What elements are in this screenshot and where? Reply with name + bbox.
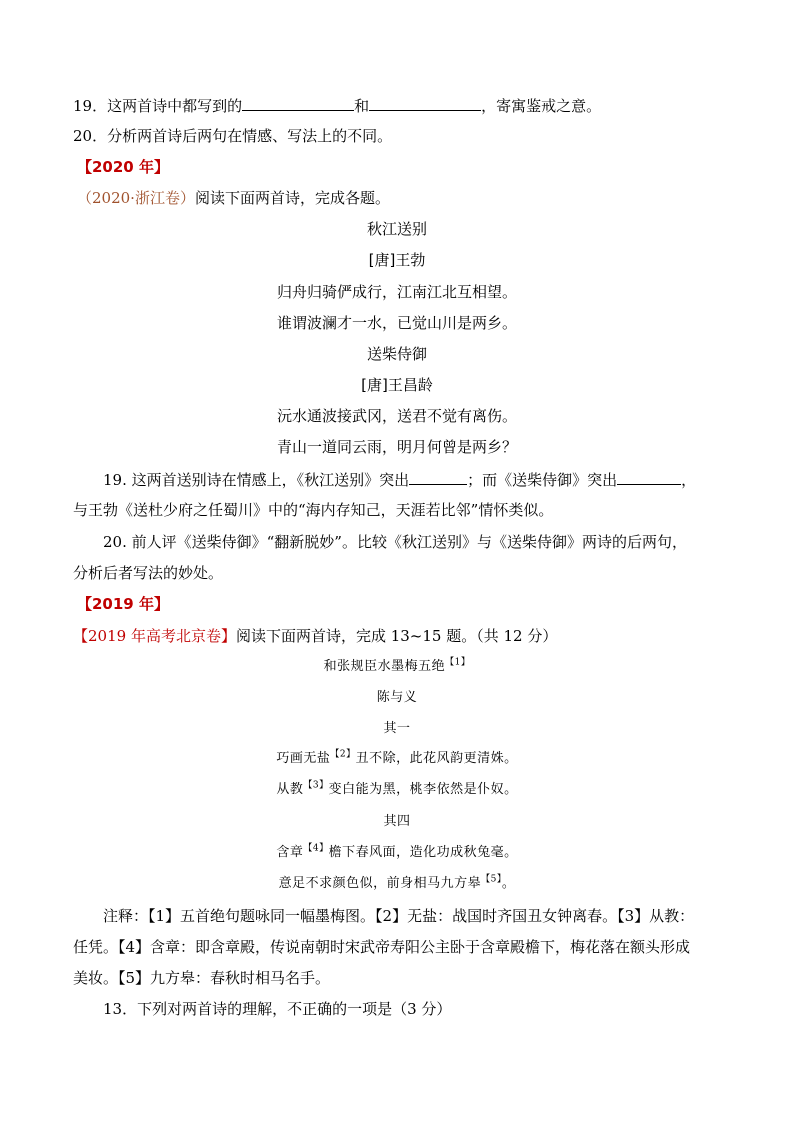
notes-line: 任凭。【4】含章：即含章殿，传说南朝时宋武帝寿阳公主卧于含章殿檐下，梅花落在额头形成 (73, 938, 691, 956)
poem-line: 沅水通波接武冈，送君不觉有离伤。 (276, 407, 517, 425)
q19-mid: 和 (354, 97, 370, 115)
poem-line (0, 874, 794, 894)
poem-author: 陈与义 (376, 690, 418, 705)
poem-text: 檐下春风面，造化功成秋兔毫。 (328, 845, 518, 860)
poem-line (0, 843, 794, 863)
answer-blank-2[interactable] (369, 95, 481, 111)
year-heading-2019: 【2019 年】 (77, 595, 169, 613)
footnote-marker: 【3】 (303, 780, 329, 791)
q19b-part2: ；而《送柴侍御》突出 (467, 471, 618, 489)
footnote-marker: 【5】 (481, 874, 502, 885)
poem-title (0, 657, 794, 677)
source-label: （2020·浙江卷） (77, 189, 195, 207)
poem-line: 归舟归骑俨成行，江南江北互相望。 (276, 283, 517, 301)
intro-2020 (77, 188, 390, 208)
question-13: 13．下列对两首诗的理解，不正确的一项是（3 分） (103, 1000, 452, 1018)
question-19b (103, 469, 696, 490)
poem-text: 巧画无盐 (276, 751, 331, 766)
source-label: 【2019 年高考北京卷】 (73, 627, 236, 645)
question-19b-line2: 与王勃《送杜少府之任蜀川》中的“海内存知己，天涯若比邻”情怀类似。 (73, 501, 554, 519)
poem-title-text: 和张规臣水墨梅五绝 (323, 659, 446, 674)
poem-text: 从教 (276, 782, 304, 797)
answer-blank-1[interactable] (242, 95, 354, 111)
poem-line (0, 749, 794, 769)
q19b-part3: ， (681, 471, 697, 489)
question-19-fill (73, 95, 601, 116)
poem-text: 变白能为黑，桃李依然是仆奴。 (328, 782, 518, 797)
poem-section: 其四 (383, 814, 411, 829)
poem-text: 意足不求颜色似，前身相马九方皋 (278, 876, 482, 891)
notes-line: 注释：【1】五首绝句题咏同一幅墨梅图。【2】无盐：战国时齐国丑女钟离春。【3】从教： (103, 907, 695, 925)
q19-suffix: ，寄寓鉴戒之意。 (481, 97, 602, 115)
poem-text: 。 (501, 876, 516, 891)
poem-author: [唐]王勃 (368, 251, 426, 269)
question-20b-line2: 分析后者写法的妙处。 (73, 564, 224, 582)
poem-author: [唐]王昌龄 (361, 376, 433, 394)
intro-text: 阅读下面两首诗，完成各题。 (194, 189, 390, 207)
intro-text: 阅读下面两首诗，完成 13~15 题。（共 12 分） (235, 627, 558, 645)
poem-line: 谁谓波澜才一水，已觉山川是两乡。 (276, 314, 517, 332)
footnote-marker: 【1】 (445, 657, 471, 668)
footnote-marker: 【4】 (303, 843, 329, 854)
year-heading-2020: 【2020 年】 (77, 158, 169, 176)
answer-blank-4[interactable] (617, 469, 681, 485)
poem-line: 青山一道同云雨，明月何曾是两乡？ (276, 438, 517, 456)
question-20b: 20. 前人评《送柴侍御》“翻新脱妙”。比较《秋江送别》与《送柴侍御》两诗的后两句， (103, 533, 687, 551)
intro-2019 (73, 626, 557, 646)
poem-text: 含章 (276, 845, 304, 860)
q19b-part1: 19. 这两首送别诗在情感上，《秋江送别》突出 (103, 471, 410, 489)
poem-line (0, 780, 794, 800)
poem-title: 送柴侍御 (366, 345, 427, 363)
answer-blank-3[interactable] (409, 469, 467, 485)
question-20: 20．分析两首诗后两句在情感、写法上的不同。 (73, 127, 393, 145)
notes-line: 美妆。【5】九方皋：春秋时相马名手。 (73, 969, 331, 987)
q19-prefix: 19．这两首诗中都写到的 (73, 97, 243, 115)
poem-title: 秋江送别 (366, 220, 427, 238)
poem-text: 丑不除，此花风韵更清姝。 (355, 751, 518, 766)
footnote-marker: 【2】 (330, 749, 356, 760)
poem-section: 其一 (383, 721, 411, 736)
